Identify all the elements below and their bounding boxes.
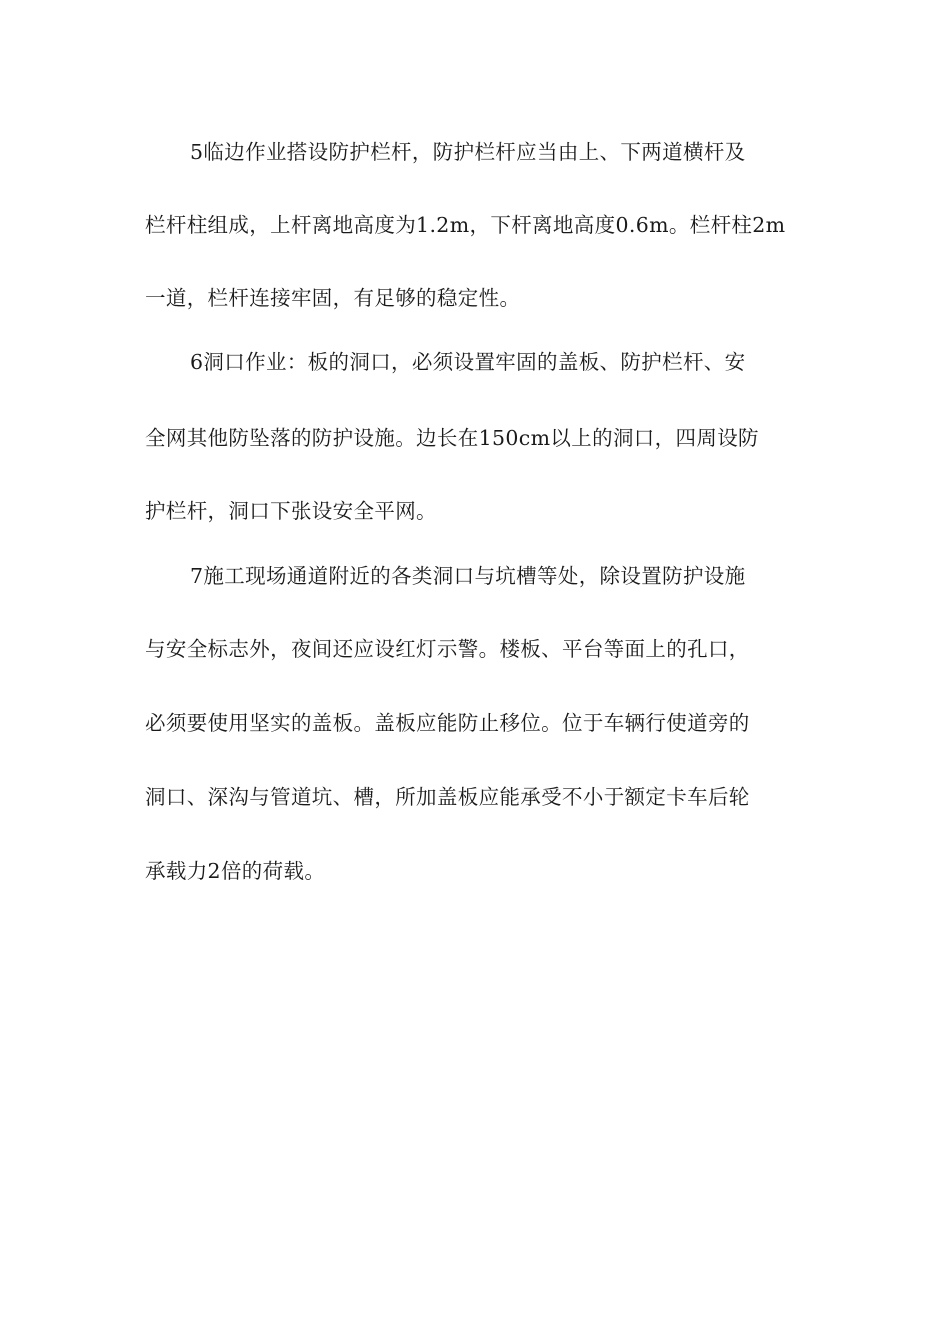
paragraph-line: 7施工现场通道附近的各类洞口与坑槽等处，除设置防护设施 xyxy=(190,564,746,588)
paragraph-line: 栏杆柱组成，上杆离地高度为1.2m，下杆离地高度0.6m。栏杆柱2m xyxy=(145,213,786,237)
paragraph-line: 洞口、深沟与管道坑、槽，所加盖板应能承受不小于额定卡车后轮 xyxy=(145,785,750,809)
paragraph-line: 护栏杆，洞口下张设安全平网。 xyxy=(145,499,437,523)
paragraph-line: 与安全标志外，夜间还应设红灯示警。楼板、平台等面上的孔口， xyxy=(145,637,750,661)
paragraph-line: 一道，栏杆连接牢固，有足够的稳定性。 xyxy=(145,286,521,310)
paragraph-line: 承载力2倍的荷载。 xyxy=(145,859,326,883)
paragraph-line: 必须要使用坚实的盖板。盖板应能防止移位。位于车辆行使道旁的 xyxy=(145,711,750,735)
paragraph-line: 5临边作业搭设防护栏杆，防护栏杆应当由上、下两道横杆及 xyxy=(190,140,746,164)
paragraph-line: 全网其他防坠落的防护设施。边长在150cm以上的洞口，四周设防 xyxy=(145,426,759,450)
paragraph-line: 6洞口作业：板的洞口，必须设置牢固的盖板、防护栏杆、安 xyxy=(190,350,746,374)
